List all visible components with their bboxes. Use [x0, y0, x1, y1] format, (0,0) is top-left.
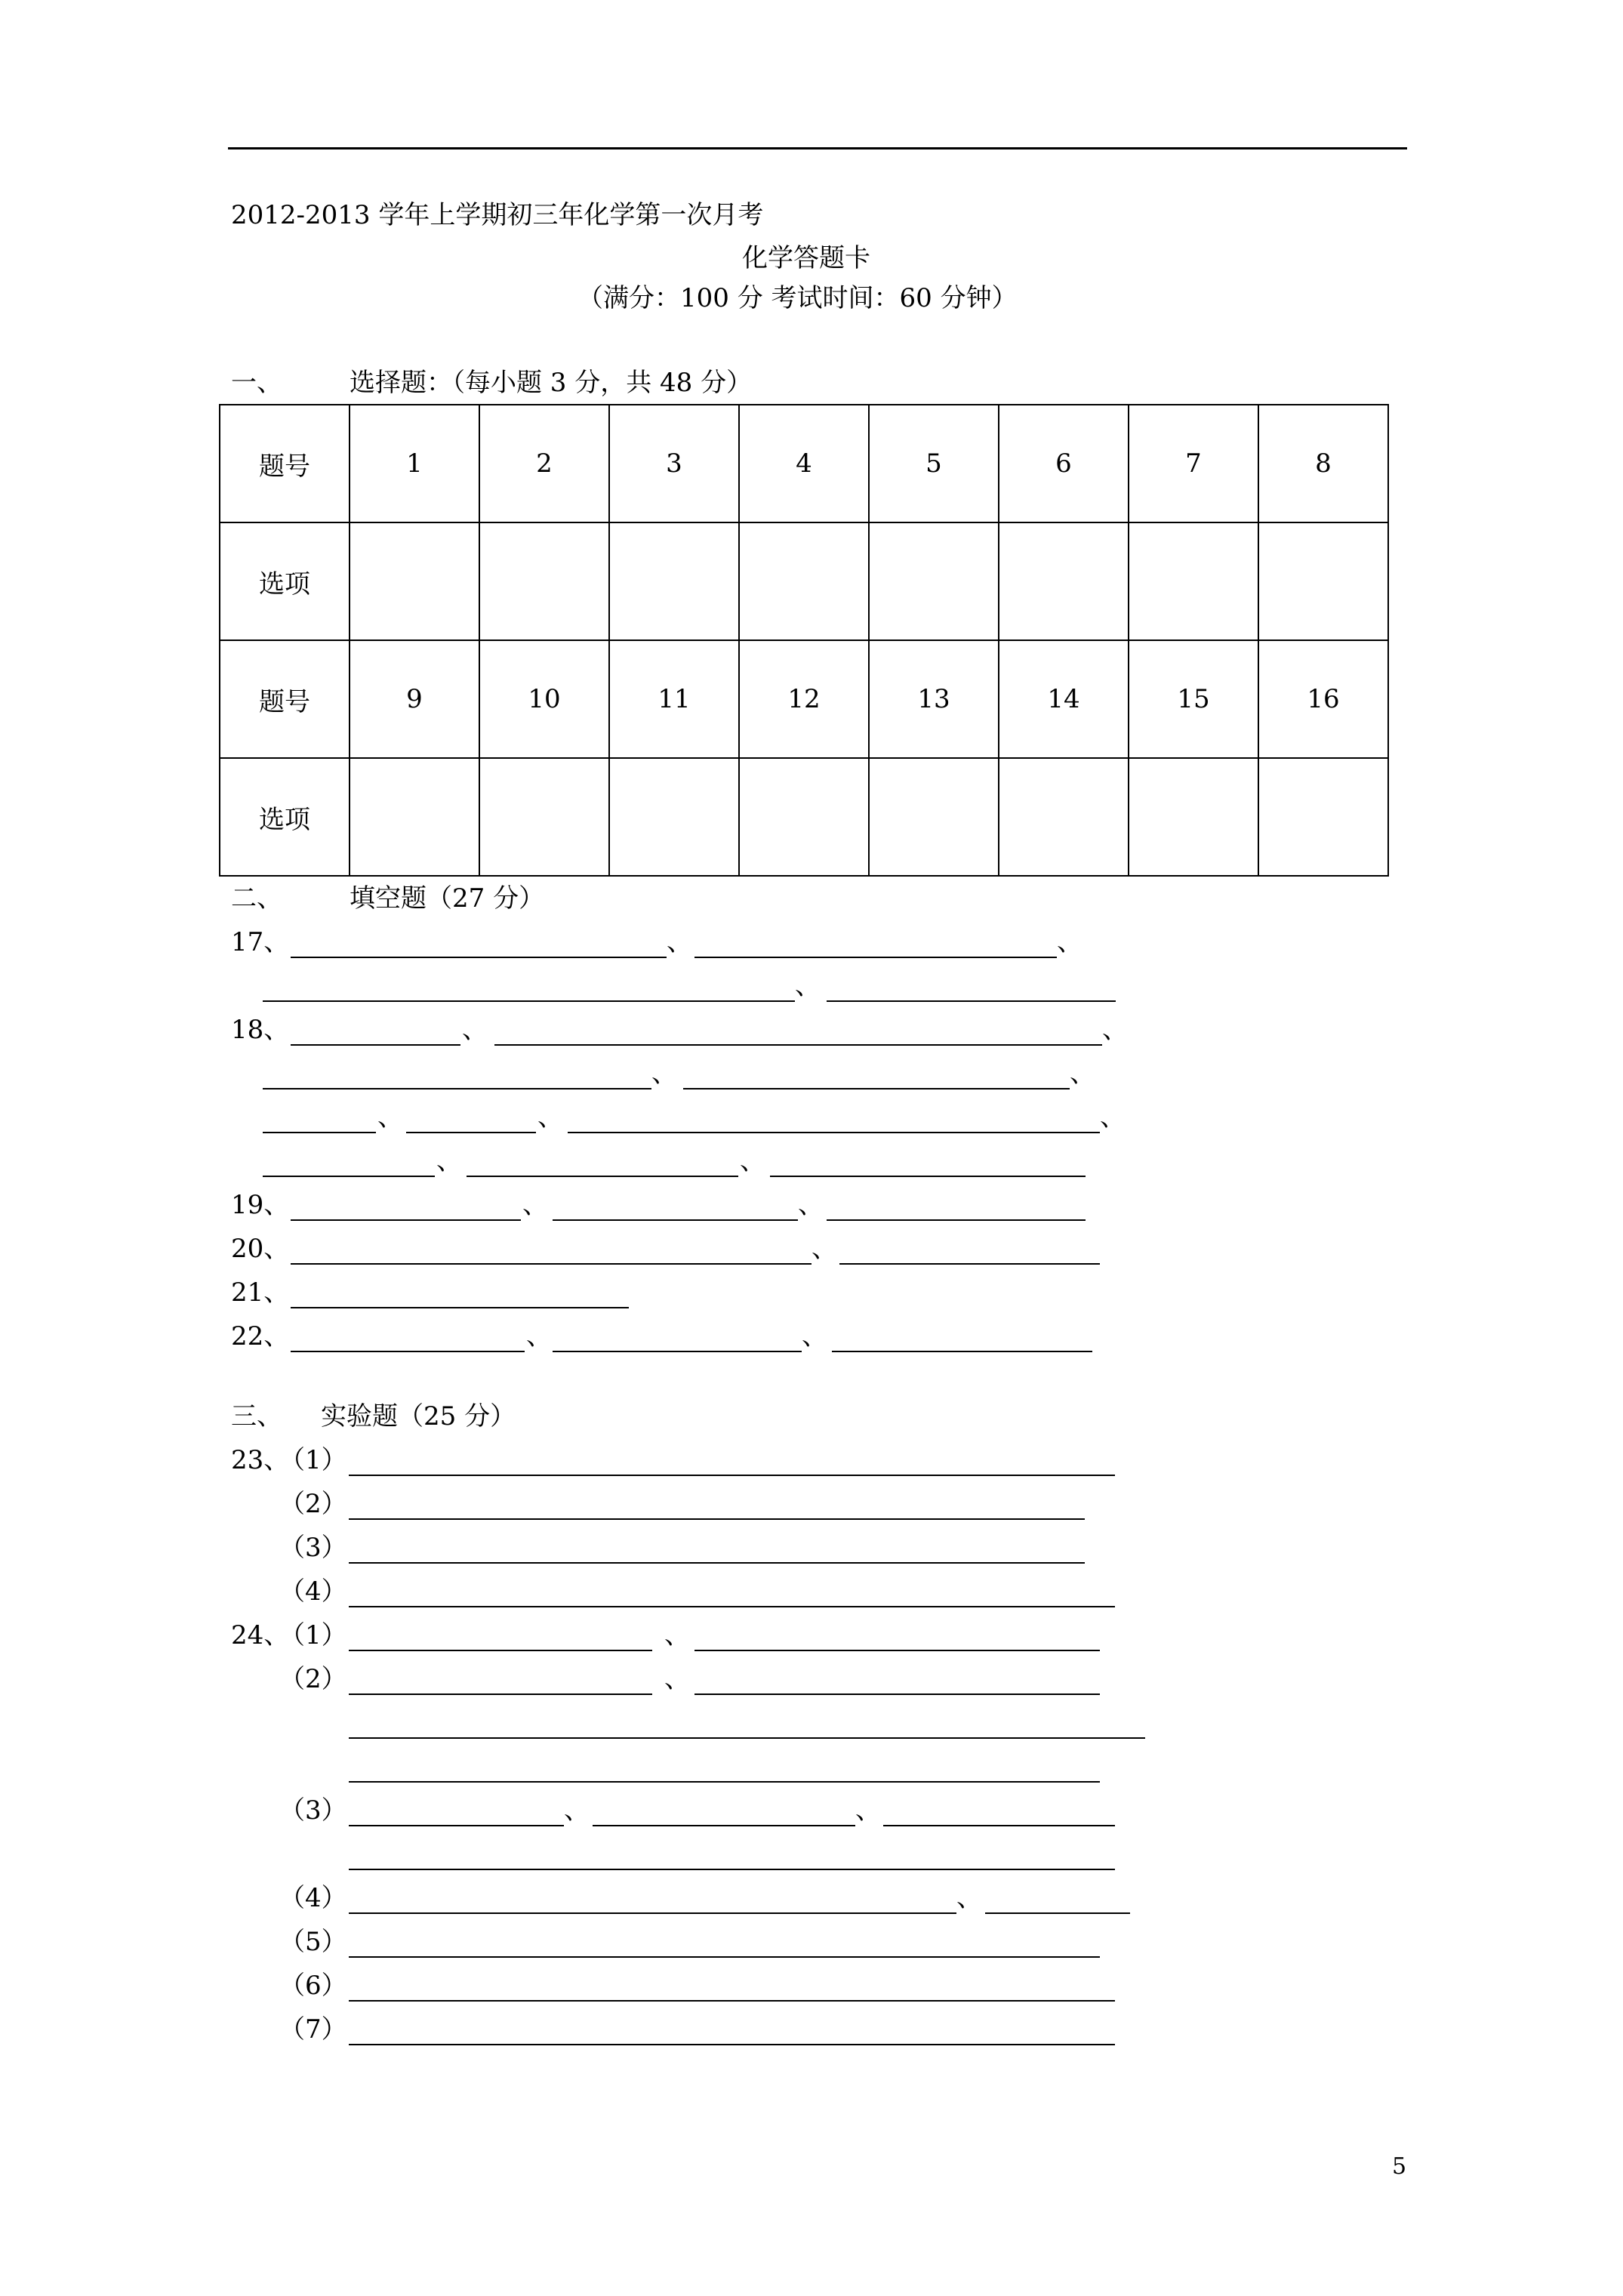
- answer-cell[interactable]: [479, 522, 609, 640]
- question-number: 2: [479, 405, 609, 522]
- separator: 、: [795, 971, 821, 1001]
- answer-blank[interactable]: [291, 1263, 812, 1265]
- part-7-label: （7）: [279, 2014, 347, 2045]
- question-23-label: 23、: [231, 1445, 290, 1475]
- answer-blank[interactable]: [349, 1737, 1145, 1739]
- separator: 、: [651, 1059, 677, 1089]
- question-number: 3: [609, 405, 739, 522]
- part-4-label: （4）: [279, 1883, 347, 1913]
- part-1-label: （1）: [279, 1445, 347, 1475]
- answer-blank[interactable]: [291, 1351, 525, 1352]
- row-label: 题号: [220, 405, 350, 522]
- question-number: 8: [1258, 405, 1388, 522]
- question-number: 14: [999, 640, 1129, 758]
- answer-cell[interactable]: [739, 522, 869, 640]
- answer-blank[interactable]: [770, 1176, 1086, 1177]
- row-label: 选项: [220, 522, 350, 640]
- section3-title: 实验题（25 分）: [321, 1401, 516, 1432]
- answer-cell[interactable]: [869, 522, 999, 640]
- answer-blank[interactable]: [291, 1219, 521, 1221]
- separator: 、: [1057, 927, 1083, 957]
- separator: 、: [377, 1102, 403, 1133]
- separator: 、: [802, 1321, 827, 1351]
- answer-cell[interactable]: [1258, 522, 1388, 640]
- table-row: [220, 522, 1388, 640]
- answer-blank[interactable]: [467, 1176, 738, 1177]
- question-number: 13: [869, 640, 999, 758]
- answer-cell[interactable]: [869, 758, 999, 876]
- answer-blank[interactable]: [349, 1606, 1115, 1607]
- answer-blank[interactable]: [839, 1263, 1100, 1265]
- separator: 、: [1100, 1102, 1126, 1133]
- answer-blank[interactable]: [406, 1132, 536, 1133]
- answer-blank[interactable]: [349, 2000, 1115, 2002]
- separator: 、: [664, 1664, 690, 1694]
- answer-blank[interactable]: [349, 1912, 956, 1914]
- question-number: 5: [869, 405, 999, 522]
- separator: 、: [664, 1620, 690, 1650]
- question-22-label: 22、: [231, 1321, 290, 1351]
- question-number: 6: [999, 405, 1129, 522]
- question-19-label: 19、: [231, 1190, 290, 1220]
- answer-cell[interactable]: [999, 522, 1129, 640]
- answer-blank[interactable]: [694, 957, 1057, 958]
- answer-cell[interactable]: [999, 758, 1129, 876]
- question-number: 11: [609, 640, 739, 758]
- separator: 、: [526, 1321, 552, 1351]
- answer-blank[interactable]: [827, 1000, 1116, 1002]
- part-5-label: （5）: [279, 1927, 347, 1957]
- separator: 、: [1102, 1015, 1128, 1045]
- question-number: 4: [739, 405, 869, 522]
- question-number: 10: [479, 640, 609, 758]
- answer-blank[interactable]: [694, 1693, 1100, 1695]
- answer-blank[interactable]: [263, 1088, 651, 1089]
- answer-blank[interactable]: [553, 1351, 802, 1352]
- answer-blank[interactable]: [349, 1781, 1100, 1783]
- question-number: 9: [350, 640, 479, 758]
- row-label: 题号: [220, 640, 350, 758]
- separator: 、: [798, 1190, 824, 1220]
- answer-blank[interactable]: [349, 1869, 1115, 1870]
- answer-blank[interactable]: [349, 1956, 1100, 1958]
- question-20-label: 20、: [231, 1234, 290, 1264]
- separator: 、: [537, 1102, 563, 1133]
- answer-blank[interactable]: [683, 1088, 1070, 1089]
- section2-title: 填空题（27 分）: [350, 883, 545, 914]
- separator: 、: [1070, 1059, 1095, 1089]
- section1-title: 选择题：（每小题 3 分，共 48 分）: [350, 368, 753, 398]
- answer-cell[interactable]: [350, 758, 479, 876]
- part-6-label: （6）: [279, 1971, 347, 2001]
- question-24-label: 24、: [231, 1620, 290, 1650]
- separator: 、: [855, 1795, 881, 1826]
- answer-blank[interactable]: [263, 1132, 376, 1133]
- separator: 、: [436, 1146, 462, 1176]
- question-18-label: 18、: [231, 1015, 290, 1045]
- question-21-label: 21、: [231, 1277, 290, 1308]
- separator: 、: [522, 1190, 548, 1220]
- table-row: [220, 758, 1388, 876]
- answer-blank[interactable]: [985, 1912, 1130, 1914]
- section3-number: 三、: [231, 1401, 282, 1432]
- answer-cell[interactable]: [609, 522, 739, 640]
- answer-blank[interactable]: [883, 1825, 1115, 1826]
- answer-blank[interactable]: [349, 1693, 652, 1695]
- header-rule: [228, 147, 1407, 149]
- separator: 、: [564, 1795, 590, 1826]
- score-info: （满分：100 分 考试时间：60 分钟）: [577, 283, 1018, 313]
- answer-cell[interactable]: [739, 758, 869, 876]
- answer-blank[interactable]: [349, 1650, 652, 1651]
- part-1-label: （1）: [279, 1620, 347, 1650]
- answer-cell[interactable]: [1129, 758, 1258, 876]
- question-number: 7: [1129, 405, 1258, 522]
- separator: 、: [812, 1234, 837, 1264]
- answer-cell[interactable]: [609, 758, 739, 876]
- answer-blank[interactable]: [349, 1475, 1115, 1476]
- answer-blank[interactable]: [263, 1176, 435, 1177]
- separator: 、: [740, 1146, 765, 1176]
- answer-blank[interactable]: [553, 1219, 798, 1221]
- exam-title: 2012-2013 学年上学期初三年化学第一次月考: [231, 200, 764, 230]
- answer-blank[interactable]: [568, 1132, 1100, 1133]
- table-row: [220, 640, 1388, 758]
- card-title: 化学答题卡: [742, 243, 870, 273]
- answer-blank[interactable]: [827, 1219, 1086, 1221]
- separator: 、: [462, 1015, 488, 1045]
- answer-cell[interactable]: [479, 758, 609, 876]
- answer-blank[interactable]: [349, 1518, 1085, 1520]
- part-3-label: （3）: [279, 1533, 347, 1563]
- page-number: 5: [1392, 2153, 1407, 2180]
- answer-blank[interactable]: [291, 1307, 629, 1308]
- section2-number: 二、: [231, 883, 282, 914]
- part-4-label: （4）: [279, 1576, 347, 1607]
- answer-blank[interactable]: [291, 1044, 460, 1046]
- answer-blank[interactable]: [593, 1825, 855, 1826]
- question-number: 15: [1129, 640, 1258, 758]
- section1-number: 一、: [231, 368, 282, 398]
- question-17-label: 17、: [231, 927, 290, 957]
- separator: 、: [667, 927, 692, 957]
- answer-cell[interactable]: [1258, 758, 1388, 876]
- question-number: 1: [350, 405, 479, 522]
- part-2-label: （2）: [279, 1664, 347, 1694]
- answer-blank[interactable]: [832, 1351, 1092, 1352]
- answer-cell[interactable]: [350, 522, 479, 640]
- part-3-label: （3）: [279, 1795, 347, 1826]
- answer-blank[interactable]: [349, 2044, 1115, 2045]
- table-row: [220, 405, 1388, 522]
- answer-blank[interactable]: [694, 1650, 1100, 1651]
- row-label: 选项: [220, 758, 350, 876]
- answer-blank[interactable]: [494, 1044, 1102, 1046]
- choice-answer-table: [219, 404, 1389, 877]
- answer-blank[interactable]: [291, 957, 667, 958]
- answer-blank[interactable]: [263, 1000, 795, 1002]
- part-2-label: （2）: [279, 1489, 347, 1519]
- question-number: 12: [739, 640, 869, 758]
- answer-blank[interactable]: [349, 1825, 564, 1826]
- question-number: 16: [1258, 640, 1388, 758]
- answer-cell[interactable]: [1129, 522, 1258, 640]
- answer-blank[interactable]: [349, 1562, 1085, 1564]
- separator: 、: [956, 1883, 982, 1913]
